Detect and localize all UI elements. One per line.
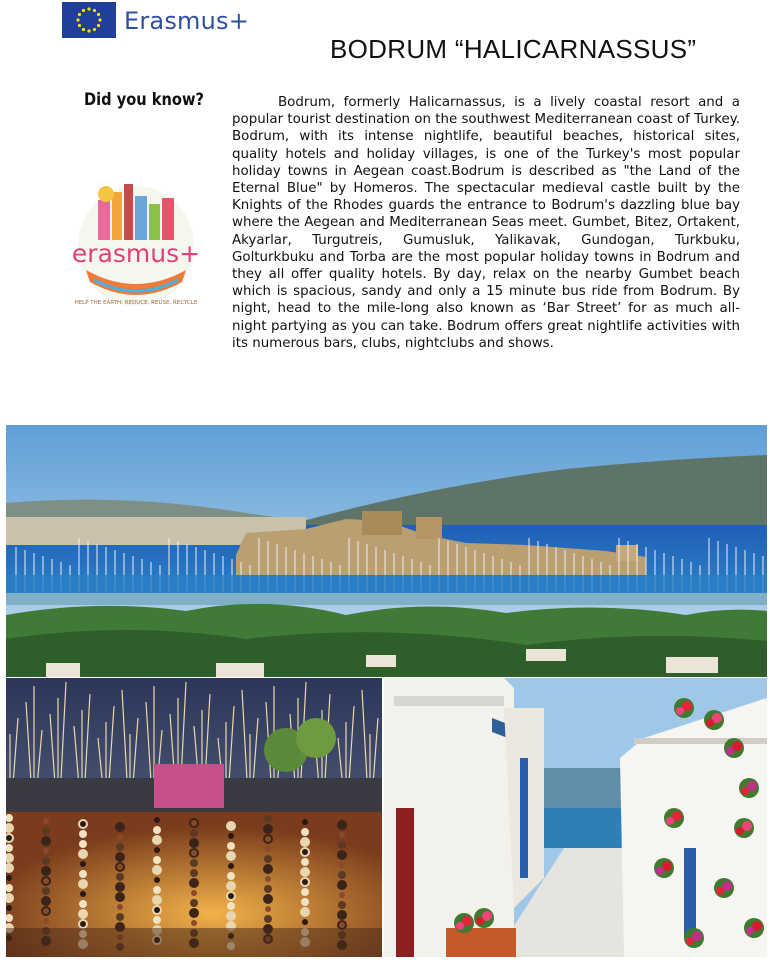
white-street-flowers-photo — [384, 678, 767, 957]
bar-street-night-photo — [6, 678, 382, 957]
badge-wordmark: erasmus+ — [72, 239, 200, 268]
did-you-know-heading: Did you know? — [84, 90, 204, 110]
harbour-castle-photo — [6, 425, 767, 677]
article-body: Bodrum, formerly Halicarnassus, is a lively coastal resort and a popular tourist destination on the southwest Mediterranean coast of Turkey. Bodrum, with its intense nightlife, beautiful beaches, historical sites, quality hotels and holiday villages, is one of the Turkey's most popular holiday towns in Aegean coast.Bodrum is described as "the Land of the Eternal Blue" by Homeros. The spectacular medieval castle built by the Knights of the Rhodes guards the entrance to Bodrum's dazzling blue bay where the Aegean and Mediterranean Seas meet. Gumbet, Bitez, Ortakent, Akyarlar, Turgutreis, Gumusluk, Yalikavak, Gundogan, Turkbuku, Golturkbuku and Torba are the most popular holiday towns in Bodrum and they all offer quality hotels. By day, relax on the nearby Gumbet beach which is spacious, sandy and only a 15 minute bus ride from Bodrum. By night, head to the mile-long also known as ‘Bar Street’ for as much all-night partying as you can take. Bodrum offers great nightlife activities with its numerous bars, clubs, nightclubs and shows. — [232, 95, 741, 351]
erasmus-badge-logo — [72, 180, 200, 312]
eu-flag-icon — [62, 2, 116, 38]
page-title: BODRUM “HALICARNASSUS” — [330, 34, 697, 64]
badge-tagline: HELP THE EARTH: REDUCE, REUSE, RECYCLE — [74, 300, 198, 306]
logo-text: Erasmus+ — [124, 7, 250, 35]
erasmus-logo — [62, 2, 252, 40]
